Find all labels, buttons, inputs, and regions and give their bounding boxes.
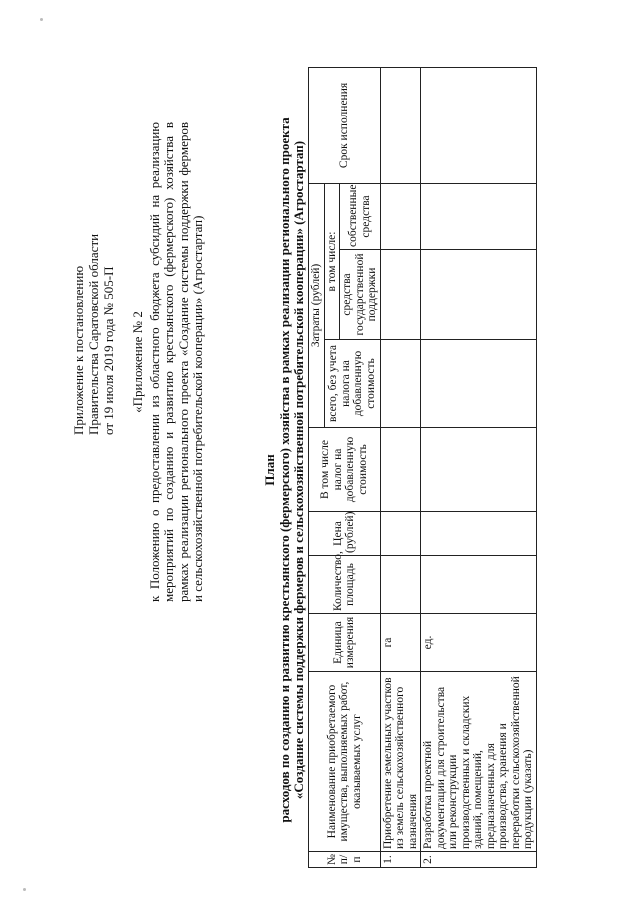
row-own	[421, 183, 537, 249]
row-state	[421, 250, 537, 340]
plan-subtitle-2: «Создание системы поддержки фермеров и сельскохозяйственной потребительской кооперации» (Агростартап)	[291, 140, 307, 800]
header-name: Наименование приобретаемого имущества, выполняемых работ, оказываемых услуг	[309, 672, 381, 852]
scan-speck	[23, 888, 26, 891]
header-price: Цена (рублей)	[309, 512, 381, 556]
row-vat	[421, 428, 537, 512]
header-own-funds: собственные средства	[340, 183, 381, 249]
row-term	[421, 67, 537, 183]
row-total	[421, 340, 537, 428]
row-num: 1.	[380, 852, 421, 868]
annex-text: к Положению о предоставлении из областного бюджета субсидий на реализацию мероприятий по созданию и развитию крестьянского (фермерского) хозяйства в рамках реализации регионального проекта «Создание системы поддержки фермеров и сельскохозяйственной потребительской кооперации» (Агростартап)	[146, 122, 206, 602]
row-unit: ед.	[421, 614, 537, 672]
annex-block	[131, 122, 206, 602]
header-costs: Затраты (рублей)	[309, 183, 325, 427]
header-qty: Количество, площадь	[309, 556, 381, 614]
row-name: Приобретение земельных участков из земель сельскохозяйственного назначения	[380, 672, 421, 852]
table-row	[421, 67, 537, 867]
header-term: Срок исполнения	[309, 67, 381, 183]
approval-line-3: от 19 июля 2019 года № 505-П	[101, 266, 116, 435]
row-total	[380, 340, 421, 428]
row-name: Разработка проектной документации для строительства или реконструкции производственных и складских зданий, помещений, предназначенных для производства, хранения и переработки сельскохозяйственной продукции (указать)	[421, 672, 537, 852]
row-price	[421, 512, 537, 556]
approval-line-1: Приложение к постановлению	[71, 265, 86, 435]
expense-plan-table	[308, 67, 537, 868]
row-term	[380, 67, 421, 183]
header-total: всего, без учета налога на добавленную стоимость	[324, 340, 380, 428]
row-own	[380, 183, 421, 249]
header-incl: в том числе:	[324, 183, 340, 339]
header-vat: В том числе налог на добавленную стоимость	[309, 428, 381, 512]
header-unit: Единица измерения	[309, 614, 381, 672]
header-state-support: средства государственной поддержки	[340, 250, 381, 340]
plan-heading	[263, 60, 307, 880]
row-price	[380, 512, 421, 556]
annex-title: «Приложение № 2	[130, 311, 145, 413]
approval-block	[71, 175, 116, 435]
row-num: 2.	[421, 852, 537, 868]
row-qty	[380, 556, 421, 614]
table-row	[380, 67, 421, 867]
rotated-document-page	[8, 45, 608, 890]
header-num: № п/п	[309, 852, 381, 868]
row-qty	[421, 556, 537, 614]
row-state	[380, 250, 421, 340]
row-vat	[380, 428, 421, 512]
row-unit: га	[380, 614, 421, 672]
approval-line-2: Правительства Саратовской области	[86, 233, 101, 435]
scan-speck	[40, 18, 43, 21]
plan-title: План	[262, 454, 277, 486]
plan-subtitle-1: расходов по созданию и развитию крестьянского (фермерского) хозяйства в рамках реализации регионального проекта	[276, 117, 292, 823]
